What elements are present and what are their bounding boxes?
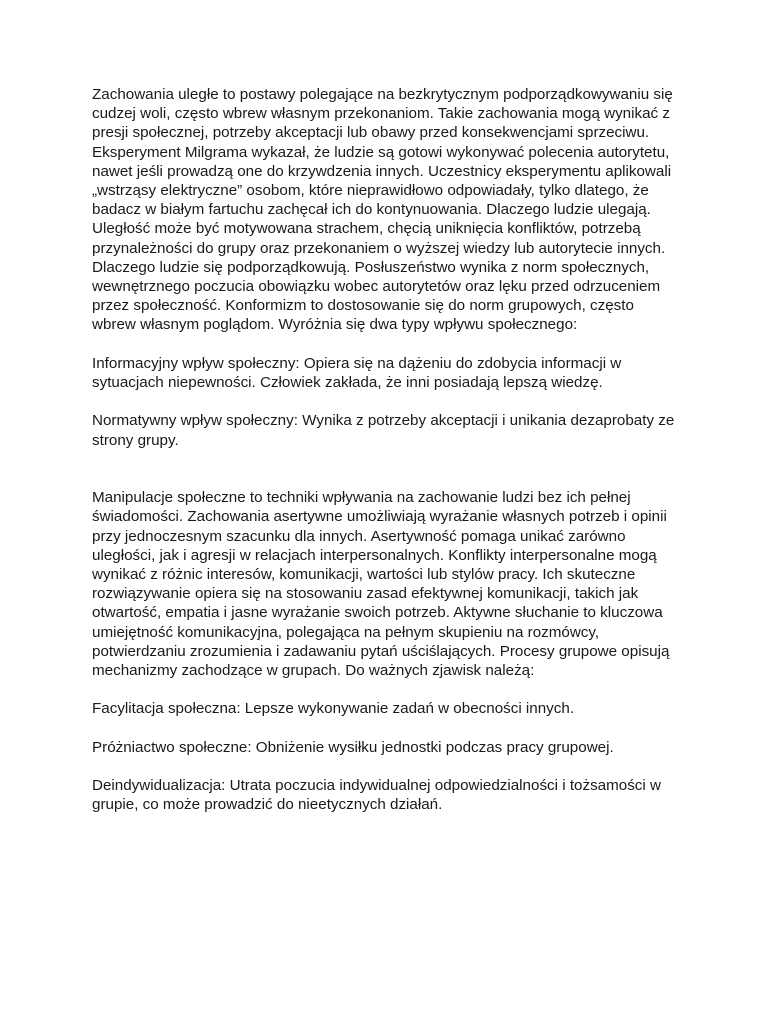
paragraph-social-facilitation: Facylitacja społeczna: Lepsze wykonywanie zadań w obecności innych. xyxy=(92,700,575,718)
paragraph-spacer xyxy=(92,392,677,411)
paragraph-normative-influence: Normatywny wpływ społeczny: Wynika z potrzeby akceptacji i unikania dezaprobaty ze strony grupy. xyxy=(92,412,675,449)
paragraph-spacer xyxy=(92,335,677,354)
paragraph-spacer xyxy=(92,757,677,776)
paragraph-intro-conformity: Zachowania uległe to postawy polegające na bezkrytycznym podporządkowywaniu się cudzej woli, często wbrew własnym przekonaniom. Takie zachowania mogą wynikać z presji społecznej, potrzeby akceptacji lub obawy przed konsekwencjami sprzeciwu. Eksperyment Milgrama wykazał, że ludzie są gotowi wykonywać polecenia autorytetu, nawet jeśli prowadzą one do krzywdzenia innych. Uczestnicy eksperymentu aplikowali „wstrząsy elektryczne” osobom, które nieprawidłowo odpowiadały, tylko dlatego, że badacz w białym fartuchu zachęcał ich do kontynuowania. Dlaczego ludzie ulegają. Uległość może być motywowana strachem, chęcią uniknięcia konfliktów, potrzebą przynależności do grupy oraz przekonaniem o wyższej wiedzy lub autorytecie innych. Dlaczego ludzie się podporządkowują. Posłuszeństwo wynika z norm społecznych, wewnętrznego poczucia obowiązku wobec autorytetów oraz lęku przed odrzuceniem przez społeczność. Konformizm to dostosowanie się do norm grupowych, często wbrew własnym poglądom. Wyróżnia się dwa typy wpływu społecznego: xyxy=(92,86,673,334)
paragraph-social-manipulation: Manipulacje społeczne to techniki wpływania na zachowanie ludzi bez ich pełnej świadomości. Zachowania asertywne umożliwiają wyrażanie własnych potrzeb i opinii przy jednoczesnym szacunku dla innych. Asertywność pomaga unikać zarówno uległości, jak i agresji w relacjach interpersonalnych. Konflikty interpersonalne mogą wynikać z różnic interesów, komunikacji, wartości lub stylów pracy. Ich skuteczne rozwiązywanie opiera się na stosowaniu zasad efektywnej komunikacji, takich jak otwartość, empatia i jasne wyrażanie swoich potrzeb. Aktywne słuchanie to kluczowa umiejętność komunikacyjna, polegająca na pełnym skupieniu na rozmówcy, potwierdzaniu zrozumienia i zadawaniu pytań uściślających. Procesy grupowe opisują mechanizmy zachodzące w grupach. Do ważnych zjawisk należą: xyxy=(92,489,670,680)
document-body xyxy=(92,85,677,815)
paragraph-social-loafing: Próżniactwo społeczne: Obniżenie wysiłku jednostki podczas pracy grupowej. xyxy=(92,738,614,756)
paragraph-informational-influence: Informacyjny wpływ społeczny: Opiera się na dążeniu do zdobycia informacji w sytuacjach niepewności. Człowiek zakłada, że inni posiadają lepszą wiedzę. xyxy=(92,354,622,392)
paragraph-spacer xyxy=(92,680,677,699)
paragraph-deindividuation: Deindywidualizacja: Utrata poczucia indywidualnej odpowiedzialności i tożsamości w grupie, co może prowadzić do nieetycznych działań. xyxy=(92,777,661,814)
section-spacer xyxy=(92,450,677,488)
paragraph-spacer xyxy=(92,719,677,738)
